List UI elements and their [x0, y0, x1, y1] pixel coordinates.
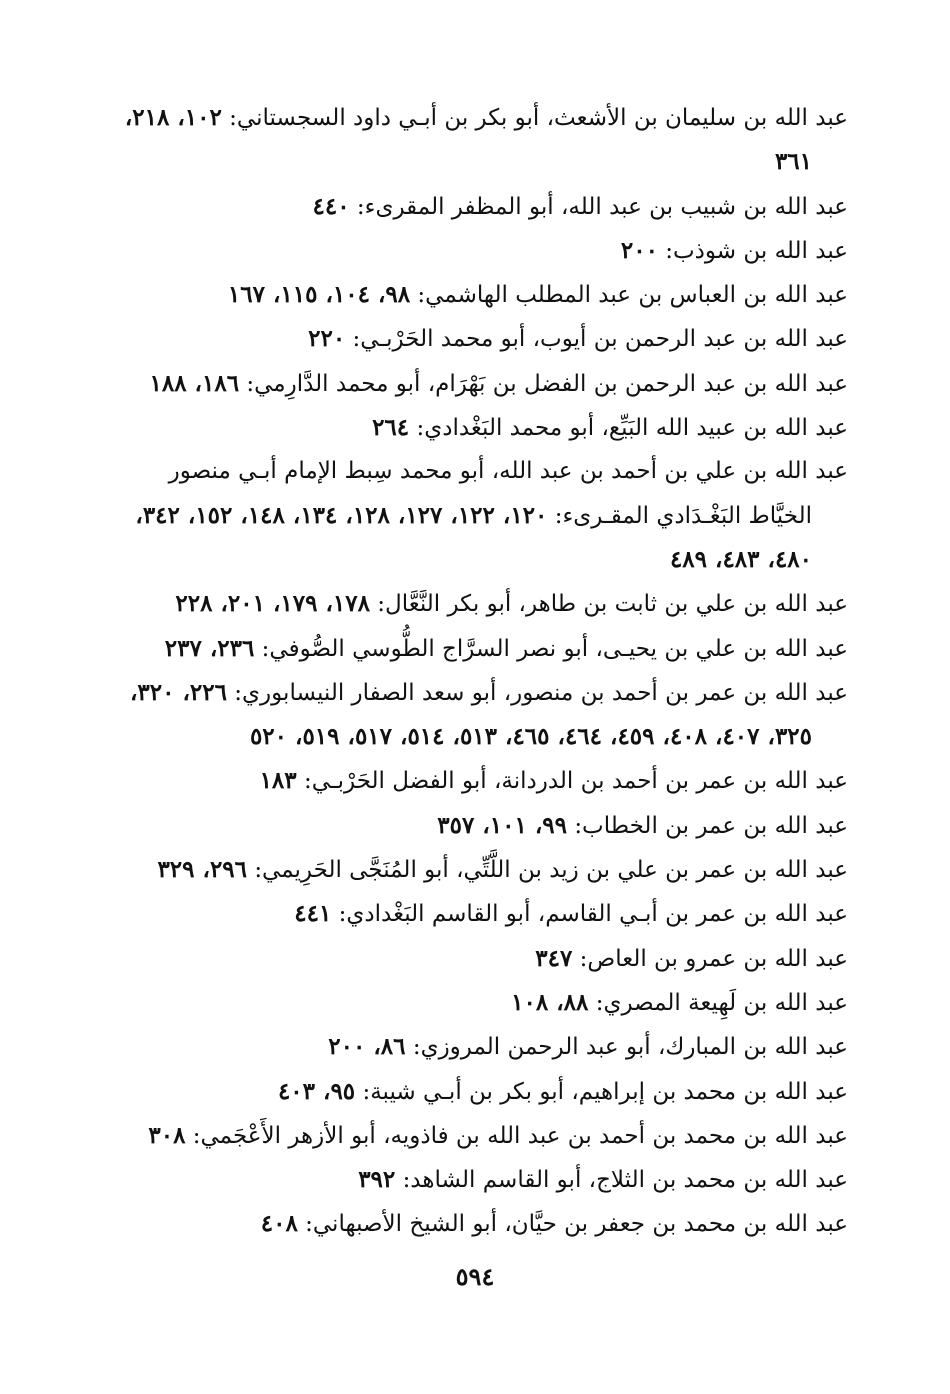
entry-name: عبد الله بن محمد بن إبراهيم، أبو بكر بن أبـي شيبة: — [362, 1078, 848, 1105]
index-entry — [118, 582, 848, 626]
entry-name: عبد الله بن عبد الرحمن بن الفضل بن بَهْرَام، أبو محمد الدَّارِمي: — [246, 370, 848, 397]
index-entry — [118, 1070, 848, 1114]
entry-name: عبد الله بن عمر بن علي بن زيد بن اللَّتِّي، أبو المُنَجَّى الحَرِيمي: — [254, 857, 848, 884]
index-entry — [118, 96, 848, 185]
entry-name: عبد الله بن العباس بن عبد المطلب الهاشمي: — [417, 282, 848, 309]
index-entry — [118, 1158, 848, 1202]
entry-pages: ٢٣٦، ٢٣٧ — [164, 634, 255, 662]
name-index-list — [118, 96, 848, 1247]
entry-name: عبد الله بن لَهِيعة المصري: — [595, 989, 848, 1016]
index-entry — [118, 1025, 848, 1069]
entry-name: عبد الله بن عبيد الله البَيِّع، أبو محمد البَغْدادي: — [416, 415, 848, 442]
index-entry — [118, 273, 848, 317]
entry-pages: ٤٤١ — [294, 900, 332, 928]
index-entry — [118, 937, 848, 981]
entry-name: عبد الله بن علي بن ثابت بن طاهر، أبو بكر النَّعَّال: — [377, 591, 848, 618]
index-entry — [118, 981, 848, 1025]
entry-name: عبد الله بن عمر بن أحمد بن الدردانة، أبو الفضل الحَرْبـي: — [303, 768, 848, 795]
index-entry — [118, 362, 848, 406]
entry-name: عبد الله بن عمر بن أبـي القاسم، أبو القاسم البَغْدادي: — [338, 901, 848, 928]
index-entry — [118, 627, 848, 671]
entry-pages: ٢٩٦، ٣٢٩ — [157, 856, 247, 884]
entry-pages: ٤٠٨ — [260, 1210, 298, 1238]
index-entry — [118, 450, 848, 582]
entry-pages: ٨٦، ٢٠٠ — [328, 1033, 406, 1061]
index-entry — [118, 185, 848, 229]
entry-pages: ١٨٦، ١٨٨ — [149, 369, 240, 397]
entry-pages: ٣٩٢ — [358, 1166, 396, 1194]
entry-pages: ٣٤٧ — [535, 944, 573, 972]
index-entry — [118, 671, 848, 760]
entry-pages: ٩٩، ١٠١، ٣٥٧ — [437, 811, 567, 839]
entry-pages: ١٧٨، ١٧٩، ٢٠١، ٢٢٨ — [175, 590, 370, 618]
entry-pages: ١٢٠، ١٢٢، ١٢٧، ١٢٨، ١٣٤، ١٤٨، ١٥٢، ٣٤٢، ٤٨٠، ٤٨٣، ٤٨٩ — [135, 501, 812, 573]
entry-pages: ٢٦٤ — [372, 414, 410, 442]
entry-name: عبد الله بن عمر بن الخطاب: — [574, 812, 848, 839]
index-entry — [118, 759, 848, 803]
page-number: ٥٩٤ — [455, 1262, 495, 1291]
entry-name: عبد الله بن علي بن يحيـى، أبو نصر السرَّاج الطُّوسي الصُّوفي: — [261, 635, 848, 662]
entry-pages: ٢٢٠ — [308, 325, 346, 353]
entry-pages: ١٨٣ — [259, 767, 297, 795]
entry-pages: ٢٢٦، ٣٢٠، ٣٢٥، ٤٠٧، ٤٠٨، ٤٥٩، ٤٦٤، ٤٦٥، ٥١٣، ٥١٤، ٥١٧، ٥١٩، ٥٢٠ — [129, 678, 812, 751]
entry-name: عبد الله بن شوذب: — [665, 237, 848, 264]
index-entry — [118, 1202, 848, 1246]
entry-name: عبد الله بن سليمان بن الأشعث، أبو بكر بن أبـي داود السجستاني: — [229, 105, 848, 131]
index-entry — [118, 229, 848, 273]
index-entry — [118, 317, 848, 361]
index-entry — [118, 848, 848, 892]
entry-pages: ٤٤٠ — [312, 192, 350, 220]
entry-pages: ١٠٢، ٢١٨، ٣٦١ — [124, 104, 812, 176]
entry-name: عبد الله بن عمرو بن العاص: — [579, 945, 848, 972]
entry-name: عبد الله بن عمر بن أحمد بن منصور، أبو سعد الصفار النيسابوري: — [234, 679, 848, 706]
entry-name: عبد الله بن محمد بن الثلاج، أبو القاسم الشاهد: — [402, 1167, 848, 1194]
entry-name: عبد الله بن عبد الرحمن بن أيوب، أبو محمد الحَرْبـي: — [352, 326, 848, 353]
entry-name: عبد الله بن شبيب بن عبد الله، أبو المظفر المقرىء: — [356, 193, 848, 220]
entry-pages: ٢٠٠ — [620, 236, 658, 264]
index-entry — [118, 406, 848, 450]
entry-pages: ٩٨، ١٠٤، ١١٥، ١٦٧ — [227, 281, 411, 309]
entry-pages: ٩٥، ٤٠٣ — [277, 1077, 356, 1105]
entry-name: عبد الله بن محمد بن جعفر بن حيَّان، أبو الشيخ الأصبهاني: — [305, 1211, 848, 1238]
index-entry — [118, 804, 848, 848]
entry-name: عبد الله بن المبارك، أبو عبد الرحمن المروزي: — [412, 1034, 848, 1061]
index-entry — [118, 892, 848, 936]
entry-name: عبد الله بن محمد بن أحمد بن عبد الله بن فاذويه، أبو الأزهر الأَعْجَمي: — [192, 1122, 848, 1149]
entry-name: عبد الله بن علي بن أحمد بن عبد الله، أبو محمد سِبط الإمام أبـي منصور الخيَّاط البَغْـدَادي المقـرىء: — [168, 458, 848, 529]
entry-pages: ٣٠٨ — [148, 1121, 186, 1149]
index-entry — [118, 1114, 848, 1158]
entry-pages: ٨٨، ١٠٨ — [511, 988, 589, 1016]
